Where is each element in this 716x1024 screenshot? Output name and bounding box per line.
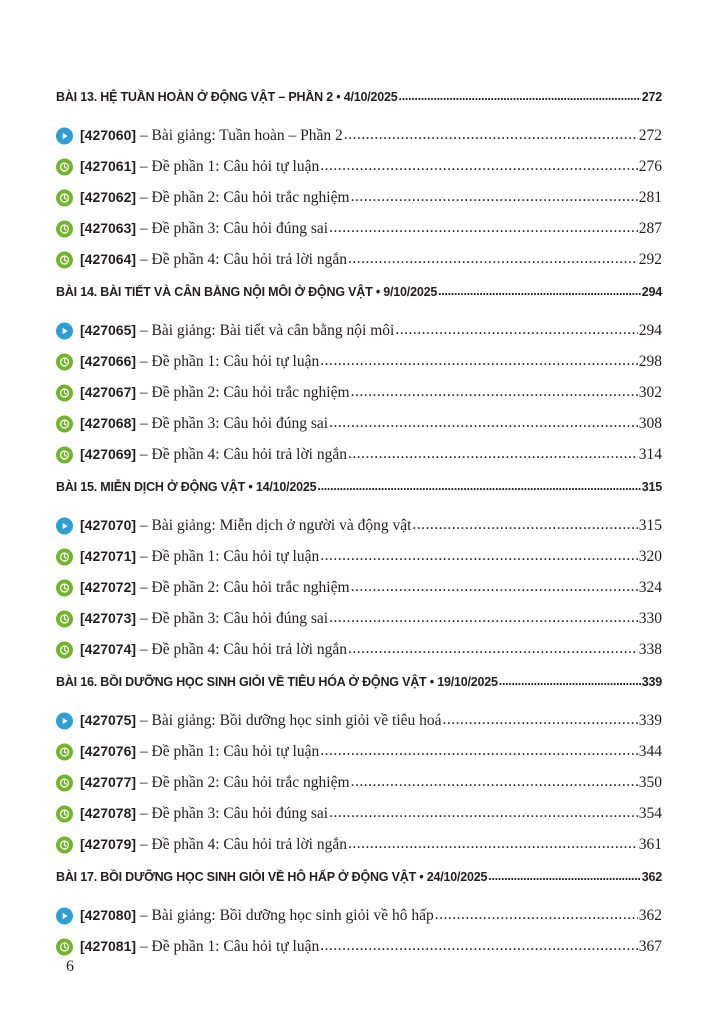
page-number: 6	[66, 958, 74, 975]
section-title: BÀI 16. BỒI DƯỠNG HỌC SINH GIỎI VỀ TIÊU HÓA Ở ĐỘNG VẬT • 19/10/2025	[56, 675, 498, 689]
clock-icon	[56, 938, 73, 955]
entry-code: [427061]	[80, 157, 137, 174]
entry-code: [427069]	[80, 445, 137, 462]
entry-label	[80, 189, 350, 207]
entry-code: [427068]	[80, 414, 137, 431]
clock-icon	[56, 774, 73, 791]
entry-title: – Đề phần 2: Câu hỏi trắc nghiệm	[136, 773, 350, 791]
clock-icon	[56, 805, 73, 822]
toc-entry[interactable]	[56, 510, 662, 541]
entry-title: – Bài giảng: Bài tiết và cân bằng nội môi	[136, 321, 395, 339]
entry-page-number: 287	[638, 219, 662, 237]
entry-title: – Đề phần 2: Câu hỏi trắc nghiệm	[136, 383, 350, 401]
entry-page-number: 302	[638, 383, 662, 401]
entry-title: – Bài giảng: Bồi dưỡng học sinh giỏi về tiêu hoá	[136, 711, 442, 729]
clock-icon	[56, 610, 73, 627]
section-title: BÀI 14. BÀI TIẾT VÀ CÂN BẰNG NỘI MÔI Ở ĐỘNG VẬT • 9/10/2025	[56, 285, 438, 299]
dot-leader	[351, 383, 638, 401]
toc-entry[interactable]	[56, 829, 662, 860]
entry-title: – Bài giảng: Tuần hoàn – Phần 2	[136, 126, 343, 144]
clock-icon	[56, 189, 73, 206]
dot-leader	[399, 89, 641, 103]
dot-leader	[412, 516, 637, 534]
section-heading[interactable]	[56, 90, 662, 110]
entry-label	[80, 743, 319, 761]
toc-entry[interactable]	[56, 798, 662, 829]
dot-leader	[317, 479, 640, 493]
entry-code: [427062]	[80, 188, 137, 205]
section-heading[interactable]	[56, 285, 662, 305]
clock-icon	[56, 384, 73, 401]
toc-entry[interactable]	[56, 572, 662, 603]
section-title: BÀI 17. BỒI DƯỠNG HỌC SINH GIỎI VỀ HÔ HẤP Ở ĐỘNG VẬT • 24/10/2025	[56, 870, 488, 884]
entry-label	[80, 517, 411, 535]
entry-label	[80, 641, 347, 659]
dot-leader	[348, 445, 638, 463]
entry-page-number: 339	[638, 711, 662, 729]
dot-leader	[499, 674, 641, 688]
entry-title: – Đề phần 2: Câu hỏi trắc nghiệm	[136, 188, 350, 206]
toc-entry[interactable]	[56, 900, 662, 931]
entry-code: [427071]	[80, 547, 137, 564]
dot-leader	[329, 219, 638, 237]
section-page-number: 362	[641, 870, 662, 884]
entry-code: [427078]	[80, 804, 137, 821]
clock-icon	[56, 158, 73, 175]
section-page-number: 339	[641, 675, 662, 689]
entry-label	[80, 446, 347, 464]
dot-leader	[351, 188, 638, 206]
dot-leader	[320, 157, 638, 175]
entry-label	[80, 610, 328, 628]
play-icon	[56, 907, 73, 924]
toc-entry[interactable]	[56, 346, 662, 377]
section-heading[interactable]	[56, 675, 662, 695]
toc-entry[interactable]	[56, 244, 662, 275]
clock-icon	[56, 415, 73, 432]
entry-title: – Đề phần 4: Câu hỏi trả lời ngắn	[136, 250, 347, 268]
entry-title: – Đề phần 1: Câu hỏi tự luận	[136, 937, 320, 955]
entry-code: [427065]	[80, 321, 137, 338]
section-title: BÀI 13. HỆ TUẦN HOÀN Ở ĐỘNG VẬT – PHẦN 2 • 4/10/2025	[56, 90, 398, 104]
play-icon	[56, 322, 73, 339]
entry-title: – Đề phần 3: Câu hỏi đúng sai	[136, 414, 329, 432]
entry-page-number: 315	[638, 516, 662, 534]
entry-code: [427060]	[80, 126, 137, 143]
entry-title: – Đề phần 3: Câu hỏi đúng sai	[136, 219, 329, 237]
toc-section	[56, 480, 662, 665]
entry-label	[80, 907, 434, 925]
toc-entry[interactable]	[56, 315, 662, 346]
section-heading[interactable]	[56, 870, 662, 890]
entry-page-number: 298	[638, 352, 662, 370]
entry-label	[80, 712, 442, 730]
clock-icon	[56, 743, 73, 760]
toc-entry[interactable]	[56, 120, 662, 151]
entry-page-number: 308	[638, 414, 662, 432]
entry-title: – Bài giảng: Bồi dưỡng học sinh giỏi về hô hấp	[136, 906, 434, 924]
clock-icon	[56, 579, 73, 596]
dot-leader	[435, 906, 638, 924]
dot-leader	[320, 352, 638, 370]
entry-code: [427077]	[80, 773, 137, 790]
dot-leader	[320, 547, 638, 565]
clock-icon	[56, 641, 73, 658]
toc-section	[56, 285, 662, 470]
clock-icon	[56, 548, 73, 565]
toc-entry[interactable]	[56, 182, 662, 213]
dot-leader	[344, 126, 638, 144]
toc-entry[interactable]	[56, 767, 662, 798]
entry-code: [427073]	[80, 609, 137, 626]
entry-title: – Đề phần 4: Câu hỏi trả lời ngắn	[136, 445, 347, 463]
entry-page-number: 276	[638, 157, 662, 175]
dot-leader	[351, 578, 638, 596]
toc-entry[interactable]	[56, 439, 662, 470]
section-title: BÀI 15. MIỄN DỊCH Ở ĐỘNG VẬT • 14/10/2025	[56, 480, 317, 494]
entry-code: [427075]	[80, 711, 137, 728]
entry-page-number: 281	[638, 188, 662, 206]
dot-leader	[329, 804, 638, 822]
entry-page-number: 338	[638, 640, 662, 658]
entry-title: – Đề phần 3: Câu hỏi đúng sai	[136, 609, 329, 627]
dot-leader	[488, 869, 640, 883]
entry-label	[80, 127, 343, 145]
entry-label	[80, 774, 350, 792]
entry-label	[80, 322, 394, 340]
entry-title: – Bài giảng: Miễn dịch ở người và động vật	[136, 516, 412, 534]
entry-page-number: 272	[638, 126, 662, 144]
entry-label	[80, 415, 328, 433]
entry-page-number: 292	[638, 250, 662, 268]
clock-icon	[56, 353, 73, 370]
section-page-number: 294	[641, 285, 662, 299]
entry-label	[80, 384, 350, 402]
entry-title: – Đề phần 2: Câu hỏi trắc nghiệm	[136, 578, 350, 596]
dot-leader	[329, 414, 638, 432]
section-page-number: 315	[641, 480, 662, 494]
entry-code: [427072]	[80, 578, 137, 595]
entry-page-number: 361	[638, 835, 662, 853]
entry-page-number: 362	[638, 906, 662, 924]
toc-entry[interactable]	[56, 634, 662, 665]
entry-title: – Đề phần 3: Câu hỏi đúng sai	[136, 804, 329, 822]
play-icon	[56, 517, 73, 534]
toc-entry[interactable]	[56, 736, 662, 767]
entry-page-number: 344	[638, 742, 662, 760]
entry-code: [427067]	[80, 383, 137, 400]
table-of-contents	[56, 90, 662, 962]
entry-page-number: 320	[638, 547, 662, 565]
entry-label	[80, 158, 319, 176]
play-icon	[56, 127, 73, 144]
dot-leader	[395, 321, 637, 339]
toc-section	[56, 90, 662, 275]
entry-page-number: 354	[638, 804, 662, 822]
play-icon	[56, 712, 73, 729]
dot-leader	[348, 835, 638, 853]
entry-page-number: 294	[638, 321, 662, 339]
toc-entry[interactable]	[56, 151, 662, 182]
dot-leader	[320, 742, 638, 760]
entry-title: – Đề phần 4: Câu hỏi trả lời ngắn	[136, 640, 347, 658]
dot-leader	[348, 640, 638, 658]
entry-label	[80, 548, 319, 566]
section-page-number: 272	[641, 90, 662, 104]
toc-entry[interactable]	[56, 408, 662, 439]
entry-label	[80, 220, 328, 238]
entry-title: – Đề phần 4: Câu hỏi trả lời ngắn	[136, 835, 347, 853]
toc-section	[56, 675, 662, 860]
section-heading[interactable]	[56, 480, 662, 500]
entry-label	[80, 805, 328, 823]
entry-page-number: 350	[638, 773, 662, 791]
clock-icon	[56, 446, 73, 463]
dot-leader	[329, 609, 638, 627]
dot-leader	[443, 711, 638, 729]
entry-code: [427064]	[80, 250, 137, 267]
clock-icon	[56, 251, 73, 268]
entry-page-number: 324	[638, 578, 662, 596]
entry-label	[80, 251, 347, 269]
entry-title: – Đề phần 1: Câu hỏi tự luận	[136, 547, 320, 565]
entry-label	[80, 836, 347, 854]
entry-code: [427070]	[80, 516, 137, 533]
entry-code: [427066]	[80, 352, 137, 369]
entry-page-number: 314	[638, 445, 662, 463]
dot-leader	[351, 773, 638, 791]
clock-icon	[56, 836, 73, 853]
toc-entry[interactable]	[56, 541, 662, 572]
entry-code: [427074]	[80, 640, 137, 657]
toc-entry[interactable]	[56, 377, 662, 408]
entry-label	[80, 938, 319, 956]
entry-code: [427076]	[80, 742, 137, 759]
entry-page-number: 330	[638, 609, 662, 627]
dot-leader	[320, 937, 638, 955]
toc-entry[interactable]	[56, 213, 662, 244]
dot-leader	[438, 284, 641, 298]
entry-code: [427081]	[80, 937, 137, 954]
toc-entry[interactable]	[56, 603, 662, 634]
entry-page-number: 367	[638, 937, 662, 955]
entry-label	[80, 579, 350, 597]
entry-code: [427080]	[80, 906, 137, 923]
dot-leader	[348, 250, 638, 268]
entry-title: – Đề phần 1: Câu hỏi tự luận	[136, 742, 320, 760]
entry-title: – Đề phần 1: Câu hỏi tự luận	[136, 352, 320, 370]
entry-label	[80, 353, 319, 371]
entry-code: [427079]	[80, 835, 137, 852]
entry-title: – Đề phần 1: Câu hỏi tự luận	[136, 157, 320, 175]
entry-code: [427063]	[80, 219, 137, 236]
toc-section	[56, 870, 662, 962]
toc-entry[interactable]	[56, 705, 662, 736]
clock-icon	[56, 220, 73, 237]
toc-entry[interactable]	[56, 931, 662, 962]
